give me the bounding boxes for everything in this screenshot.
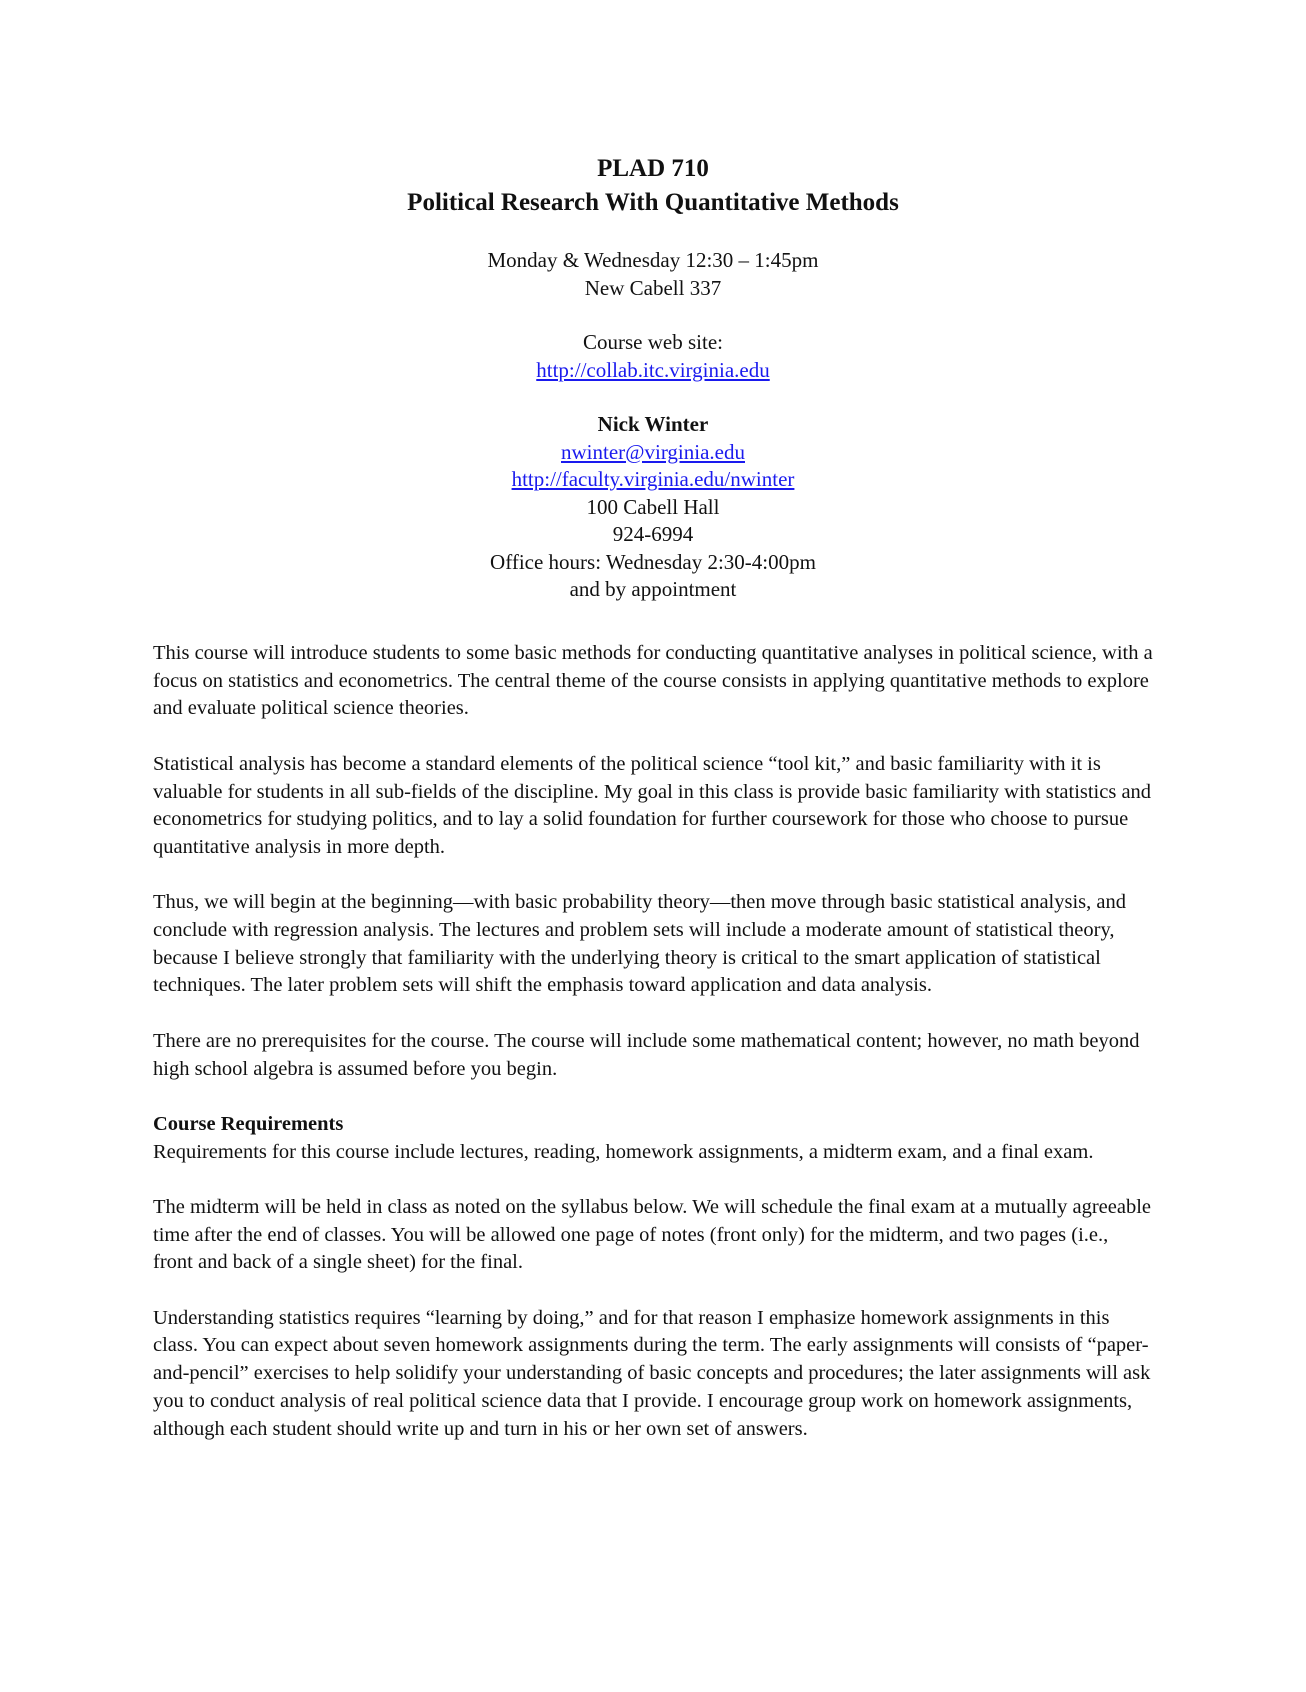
requirements-paragraph: Requirements for this course include lectures, reading, homework assignments, a midterm exam, and a final exam. bbox=[153, 1140, 1094, 1163]
intro-paragraph: Thus, we will begin at the beginning—with basic probability theory—then move through basic statistical analysis, and conclude with regression analysis. The lectures and problem sets will include a moderate amount of statistical theory, because I believe strongly that familiarity with the underlying theory is critical to the smart application of statistical techniques. The later problem sets will shift the emphasis toward application and data analysis. bbox=[153, 891, 1126, 997]
instructor-office-hours: Office hours: Wednesday 2:30-4:00pm bbox=[490, 549, 816, 574]
intro-paragraph: Statistical analysis has become a standard elements of the political science “tool kit,” and basic familiarity with it is valuable for students in all sub-fields of the discipline. My goal in this class is provide basic familiarity with statistics and econometrics for studying politics, and to lay a solid foundation for further coursework for those who choose to pursue quantitative analysis in more depth. bbox=[153, 752, 1152, 858]
requirements-paragraph: Understanding statistics requires “learning by doing,” and for that reason I emphasize homework assignments in this class. You can expect about seven homework assignments during the term. The early assignments will consists of “paper-and-pencil” exercises to help solidify your understanding of basic concepts and procedures; the later assignments will ask you to conduct analysis of real political science data that I provide. I encourage group work on homework assignments, although each student should write up and turn in his or her own set of answers. bbox=[153, 1306, 1151, 1440]
course-schedule: Monday & Wednesday 12:30 – 1:45pm bbox=[487, 248, 819, 272]
instructor-email-link[interactable]: nwinter@virginia.edu bbox=[561, 439, 745, 464]
course-room: New Cabell 337 bbox=[584, 275, 722, 300]
instructor-office: 100 Cabell Hall bbox=[586, 494, 720, 519]
syllabus-body bbox=[153, 640, 1153, 1471]
requirements-heading: Course Requirements bbox=[153, 1112, 344, 1135]
instructor-name: Nick Winter bbox=[597, 412, 709, 436]
instructor-phone: 924-6994 bbox=[612, 522, 694, 546]
intro-paragraph: This course will introduce students to some basic methods for conducting quantitative analyses in political science, with a focus on statistics and econometrics. The central theme of the course consists in applying quantitative methods to explore and evaluate political science theories. bbox=[153, 642, 1153, 720]
instructor-homepage-link[interactable]: http://faculty.virginia.edu/nwinter bbox=[511, 467, 795, 491]
course-code: PLAD 710 bbox=[597, 155, 709, 182]
course-title: Political Research With Quantitative Methods bbox=[407, 189, 899, 216]
requirements-paragraph: The midterm will be held in class as noted on the syllabus below. We will schedule the final exam at a mutually agreeable time after the end of classes. You will be allowed one page of notes (front only) for the midterm, and two pages (i.e., front and back of a single sheet) for the final. bbox=[153, 1195, 1152, 1274]
course-website-link[interactable]: http://collab.itc.virginia.edu bbox=[536, 357, 770, 382]
course-website-label: Course web site: bbox=[583, 330, 723, 354]
course-header bbox=[0, 152, 1306, 604]
intro-paragraph: There are no prerequisites for the course. The course will include some mathematical content; however, no math beyond high school algebra is assumed before you begin. bbox=[153, 1029, 1140, 1080]
instructor-appointment: and by appointment bbox=[569, 577, 737, 601]
